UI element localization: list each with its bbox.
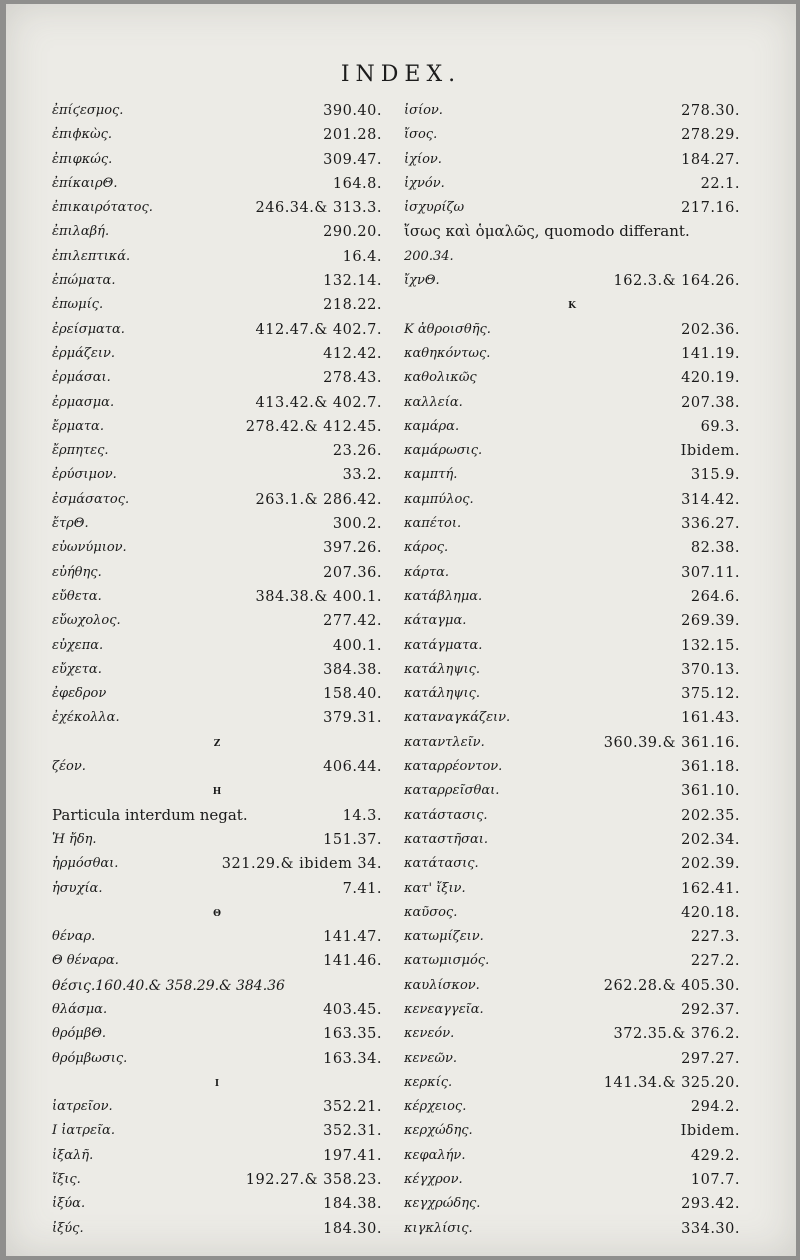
index-entry [52, 100, 382, 124]
page-reference: 163.34. [323, 1050, 382, 1067]
index-entry [52, 926, 382, 950]
page-reference: 141.46. [323, 953, 382, 970]
index-term: ἐφεδρον [52, 686, 107, 702]
index-entry [404, 1096, 740, 1120]
page-reference: 278.29. [681, 127, 740, 144]
page-reference: 384.38.& 400.1. [255, 588, 382, 605]
page-reference: 294.2. [690, 1099, 740, 1116]
index-term: ἐπώματα. [52, 273, 116, 289]
index-term: ἐρύσιμον. [52, 467, 117, 483]
page-reference: 151.37. [323, 831, 382, 848]
index-term: ἰχίον. [404, 151, 442, 167]
index-term: ἐχέκολλα. [52, 710, 120, 726]
index-term: ἐπικαιρότατος. [52, 200, 153, 216]
page-reference: 412.47.& 402.7. [255, 321, 382, 338]
page-reference: 370.13. [681, 661, 740, 678]
page-reference: 293.42. [681, 1196, 740, 1213]
index-term: ἡρμόσθαι. [52, 856, 119, 872]
page-reference: 227.3. [690, 929, 740, 946]
book-page [6, 4, 796, 1256]
section-letter: Θ [213, 908, 221, 919]
page-reference: 297.27. [681, 1050, 740, 1067]
page-reference: 264.6. [690, 588, 740, 605]
index-entry [404, 1169, 740, 1193]
index-term: καμπτή. [404, 467, 458, 483]
page-reference: 397.26. [323, 540, 382, 557]
page-reference: 141.47. [323, 929, 382, 946]
page-reference: 400.1. [332, 637, 382, 654]
index-entry [52, 246, 382, 270]
index-entry [52, 1048, 382, 1072]
index-term: κατάβλημα. [404, 588, 483, 604]
index-term: ἰξαλῆ. [52, 1147, 94, 1163]
index-entry [404, 343, 740, 367]
index-term: εὔχετα. [52, 661, 102, 677]
index-term: κατάστασις. [404, 807, 488, 823]
index-term: θέναρ. [52, 929, 96, 945]
index-term: ἴσος. [404, 127, 438, 143]
index-entry [404, 319, 740, 343]
index-term: ἔρπητες. [52, 443, 109, 459]
index-entry [52, 416, 382, 440]
index-term: κέρχειος. [404, 1099, 467, 1115]
index-entry [404, 610, 740, 634]
index-term: κάταγμα. [404, 613, 467, 629]
page-reference: 375.12. [681, 686, 740, 703]
page-reference: 403.45. [323, 1001, 382, 1018]
index-term: εὐχεπα. [52, 637, 104, 653]
index-entry [52, 950, 382, 974]
page-reference: 201.28. [323, 127, 382, 144]
page-reference: 202.36. [681, 321, 740, 338]
index-term: κενεαγγεῖα. [404, 1001, 484, 1017]
index-term: ἐπιλεπτικά. [52, 248, 131, 264]
index-entry [404, 416, 740, 440]
page-reference: 162.3.& 164.26. [613, 273, 740, 290]
index-term: ζέον. [52, 759, 86, 775]
section-letter: Z [213, 738, 221, 749]
index-entry [52, 853, 382, 877]
index-entry [404, 1145, 740, 1169]
index-entry [52, 197, 382, 221]
section-letter-header [52, 780, 382, 804]
index-entry [404, 1120, 740, 1144]
index-term: ἡσυχία. [52, 880, 103, 896]
index-term: κάρος. [404, 540, 449, 556]
page-reference: 202.39. [681, 856, 740, 873]
index-entry [52, 805, 382, 829]
index-entry [404, 926, 740, 950]
page-reference: 372.35.& 376.2. [613, 1026, 740, 1043]
page-reference: 33.2. [342, 467, 382, 484]
index-entry [52, 1169, 382, 1193]
index-entry [52, 829, 382, 853]
page-reference: 278.30. [681, 103, 740, 119]
index-term: ἐσμάσατος. [52, 491, 130, 507]
index-entry [52, 367, 382, 391]
index-entry [404, 975, 740, 999]
index-term: Ἡ ἤδη. [52, 831, 97, 847]
page-reference: 207.36. [323, 564, 382, 581]
index-term: καμπύλος. [404, 491, 474, 507]
page-reference: 277.42. [323, 613, 382, 630]
page-reference: 352.21. [323, 1099, 382, 1116]
page-reference: 161.43. [681, 710, 740, 727]
index-term: θρόμβωσις. [52, 1050, 128, 1066]
page-reference: 412.42. [323, 345, 382, 362]
index-entry [404, 367, 740, 391]
page-reference: 309.47. [323, 151, 382, 168]
page-reference: 290.20. [323, 224, 382, 241]
section-letter-header [52, 732, 382, 756]
page-reference: 269.39. [681, 613, 740, 630]
page-reference: 246.34.& 313.3. [255, 200, 382, 217]
index-entry [404, 950, 740, 974]
page-reference: 361.18. [681, 759, 740, 776]
page-reference: 69.3. [700, 418, 740, 435]
section-letter-header [404, 294, 740, 318]
index-entry [404, 829, 740, 853]
index-entry [52, 1193, 382, 1217]
index-entry [52, 489, 382, 513]
index-term: ἴχνΘ. [404, 273, 440, 289]
section-letter: I [214, 1078, 220, 1089]
index-entry [52, 1145, 382, 1169]
index-term: θρόμβΘ. [52, 1026, 107, 1042]
section-letter: K [568, 301, 576, 312]
index-entry [404, 246, 740, 270]
index-entry [404, 1023, 740, 1047]
index-entry [52, 221, 382, 245]
page-reference: 132.15. [681, 637, 740, 654]
page-reference: 141.34.& 325.20. [603, 1074, 740, 1091]
index-entry [404, 999, 740, 1023]
index-entry [52, 149, 382, 173]
page-reference: 390.40. [323, 103, 382, 119]
page-reference: 420.18. [681, 904, 740, 921]
index-term: ἐρείσματα. [52, 321, 125, 337]
index-term: κατάτασις. [404, 856, 479, 872]
index-entry [404, 149, 740, 173]
index-entry [52, 464, 382, 488]
page-reference: 336.27. [681, 516, 740, 533]
index-entry [52, 683, 382, 707]
section-letter-header [52, 1072, 382, 1096]
page-reference: 292.37. [681, 1001, 740, 1018]
page-reference: 352.31. [323, 1123, 382, 1140]
index-term: ἐπωμίς. [52, 297, 104, 313]
index-entry [404, 902, 740, 926]
index-entry [52, 562, 382, 586]
page-reference: 315.9. [690, 467, 740, 484]
page-reference: 262.28.& 405.30. [603, 977, 740, 994]
page-reference: 141.19. [681, 345, 740, 362]
section-letter: H [212, 787, 222, 798]
index-entry [404, 221, 740, 245]
index-term: καυλίσκον. [404, 977, 480, 993]
index-entry [52, 659, 382, 683]
index-entry [404, 537, 740, 561]
index-term: ἰξύς. [52, 1220, 84, 1236]
page-reference: 23.26. [332, 443, 382, 460]
page-reference: 218.22. [323, 297, 382, 314]
index-term: ἔρματα. [52, 418, 104, 434]
index-term: καταντλεῖν. [404, 734, 485, 750]
page-reference: 420.19. [681, 370, 740, 387]
index-term: ἰατρεῖον. [52, 1099, 113, 1115]
index-entry [52, 319, 382, 343]
index-entry [404, 513, 740, 537]
index-entry [52, 270, 382, 294]
index-entry [52, 975, 382, 999]
index-term: κατ' ἴξιν. [404, 880, 466, 896]
index-term: κατωμισμός. [404, 953, 490, 969]
index-term: εὔωχολος. [52, 613, 121, 629]
index-term: καθολικῶς [404, 370, 477, 386]
index-entry [52, 513, 382, 537]
index-entry [404, 1048, 740, 1072]
index-term: καμάρα. [404, 418, 460, 434]
index-entry [52, 707, 382, 731]
index-entry [404, 1218, 740, 1242]
page-reference: 360.39.& 361.16. [603, 734, 740, 751]
page-reference: 7.41. [342, 880, 382, 897]
page-title: INDEX. [340, 62, 462, 87]
index-term: κενεῶν. [404, 1050, 458, 1066]
index-term: ἐρμασμα. [52, 394, 115, 410]
page-reference: 184.27. [681, 151, 740, 168]
page-reference: 16.4. [342, 248, 382, 265]
page-reference: 384.38. [323, 661, 382, 678]
page-reference: 163.35. [323, 1026, 382, 1043]
index-term: ἐπιλαβή. [52, 224, 110, 240]
index-term: εὔθετα. [52, 588, 102, 604]
index-entry [404, 440, 740, 464]
page-reference: 307.11. [681, 564, 740, 581]
page-reference: 132.14. [323, 273, 382, 290]
index-term: ἰσχυρίζω [404, 200, 465, 216]
page-reference: 263.1.& 286.42. [255, 491, 382, 508]
index-entry [404, 659, 740, 683]
index-entry [52, 294, 382, 318]
index-entry [404, 878, 740, 902]
index-entry [404, 780, 740, 804]
index-term: ἐπιφκώς. [52, 151, 113, 167]
index-entry [52, 999, 382, 1023]
page-reference: 107.7. [690, 1172, 740, 1189]
page-reference: 278.42.& 412.45. [245, 418, 382, 435]
page-reference: 334.30. [681, 1220, 740, 1237]
page-reference: 278.43. [323, 370, 382, 387]
index-term: καθηκόντως. [404, 345, 491, 361]
index-term: ἔτρΘ. [52, 516, 89, 532]
page-reference: 14.3. [342, 807, 382, 824]
index-entry [404, 124, 740, 148]
page-reference: 184.30. [323, 1220, 382, 1237]
page-reference: 197.41. [323, 1147, 382, 1164]
page-reference: 164.8. [332, 175, 382, 192]
page-reference: 314.42. [681, 491, 740, 508]
index-term: θέσις.160.40.& 358.29.& 384.36 [52, 977, 285, 994]
index-entry [52, 586, 382, 610]
index-term: Ι ἰατρεῖα. [52, 1123, 115, 1139]
index-entry [52, 124, 382, 148]
page-reference: 22.1. [700, 175, 740, 192]
page-reference: 227.2. [690, 953, 740, 970]
index-entry [52, 756, 382, 780]
index-term: κατάληψις. [404, 686, 481, 702]
index-entry [404, 707, 740, 731]
page-reference: 158.40. [323, 686, 382, 703]
page-reference: 184.38. [323, 1196, 382, 1213]
page-reference: Ibidem. [680, 443, 740, 460]
index-term: καταρρέοντον. [404, 759, 503, 775]
index-entry [404, 586, 740, 610]
index-entry [404, 270, 740, 294]
index-term: Particula interdum negat. [52, 805, 248, 824]
index-entry [52, 173, 382, 197]
index-term: καμάρωσις. [404, 443, 483, 459]
page-reference: 202.34. [681, 831, 740, 848]
index-entry [52, 440, 382, 464]
index-entry [52, 878, 382, 902]
index-term: ἴσως καὶ ὁμαλῶς, quomodo differant. [404, 222, 690, 241]
left-index-column [52, 100, 382, 1242]
index-entry [404, 683, 740, 707]
index-entry [52, 635, 382, 659]
section-letter-header [52, 902, 382, 926]
index-entry [404, 100, 740, 124]
page-reference: 207.38. [681, 394, 740, 411]
page-reference: 361.10. [681, 783, 740, 800]
index-term: ἐπίϛεσμος. [52, 103, 124, 118]
index-term: καῦσος. [404, 904, 458, 920]
index-term: καταστῆσαι. [404, 831, 489, 847]
page-reference: 82.38. [690, 540, 740, 557]
index-term: καλλεία. [404, 394, 463, 410]
index-entry [52, 610, 382, 634]
page-reference: 217.16. [681, 200, 740, 217]
index-term: καταρρεῖσθαι. [404, 783, 500, 799]
index-term: καπέτοι. [404, 516, 462, 532]
index-entry [404, 489, 740, 513]
index-entry [404, 635, 740, 659]
index-term: ἐρμάζειν. [52, 345, 116, 361]
index-term: κατάγματα. [404, 637, 483, 653]
page-reference: 162.41. [681, 880, 740, 897]
index-entry [404, 1072, 740, 1096]
page-reference: 202.35. [681, 807, 740, 824]
index-entry [52, 537, 382, 561]
index-term: Θ θέναρα. [52, 953, 119, 969]
index-entry [404, 805, 740, 829]
index-entry [52, 1120, 382, 1144]
index-term: καταναγκάζειν. [404, 710, 511, 726]
index-term: ἐπιϕκὼς. [52, 127, 113, 143]
page-reference: 379.31. [323, 710, 382, 727]
page-reference: 300.2. [332, 516, 382, 533]
index-term: Κ ἀθροισθῆς. [404, 321, 491, 337]
index-entry [404, 756, 740, 780]
index-entry [404, 197, 740, 221]
page-reference: 429.2. [690, 1147, 740, 1164]
index-entry [404, 173, 740, 197]
index-term: κενεόν. [404, 1026, 455, 1042]
index-term: εὐωνύμιον. [52, 540, 127, 556]
index-entry [52, 343, 382, 367]
index-term: ἰσίον. [404, 103, 443, 118]
index-entry [404, 464, 740, 488]
index-entry [404, 562, 740, 586]
index-term: θλάσμα. [52, 1001, 108, 1017]
index-term: ἰξύα. [52, 1196, 86, 1212]
index-term: κερχώδης. [404, 1123, 473, 1139]
index-entry [404, 1193, 740, 1217]
page-reference: Ibidem. [680, 1123, 740, 1140]
index-term: κεγχρώδης. [404, 1196, 481, 1212]
index-term: κατάληψις. [404, 661, 481, 677]
index-term: κιγκλίσις. [404, 1220, 473, 1236]
index-entry [52, 392, 382, 416]
page-reference: 321.29.& ibidem 34. [221, 856, 382, 873]
index-entry [52, 1023, 382, 1047]
index-entry [404, 853, 740, 877]
index-term: εὐήθης. [52, 564, 102, 580]
index-entry [404, 732, 740, 756]
index-term: ἴξις. [52, 1172, 81, 1188]
index-entry [52, 1218, 382, 1242]
index-term: κατωμίζειν. [404, 929, 484, 945]
index-term: 200.34. [404, 248, 454, 264]
index-term: κερκίς. [404, 1074, 453, 1090]
index-entry [404, 392, 740, 416]
page-reference: 192.27.& 358.23. [245, 1172, 382, 1189]
page-reference: 413.42.& 402.7. [255, 394, 382, 411]
index-term: κέγχρον. [404, 1172, 463, 1188]
index-term: ἰχνόν. [404, 175, 445, 191]
index-entry [52, 1096, 382, 1120]
index-term: κάρτα. [404, 564, 450, 580]
index-term: ἐπίκαιρΘ. [52, 175, 118, 191]
page-reference: 406.44. [323, 759, 382, 776]
right-index-column [404, 100, 740, 1242]
index-term: ἐρμάσαι. [52, 370, 111, 386]
index-term: κεφαλήν. [404, 1147, 466, 1163]
